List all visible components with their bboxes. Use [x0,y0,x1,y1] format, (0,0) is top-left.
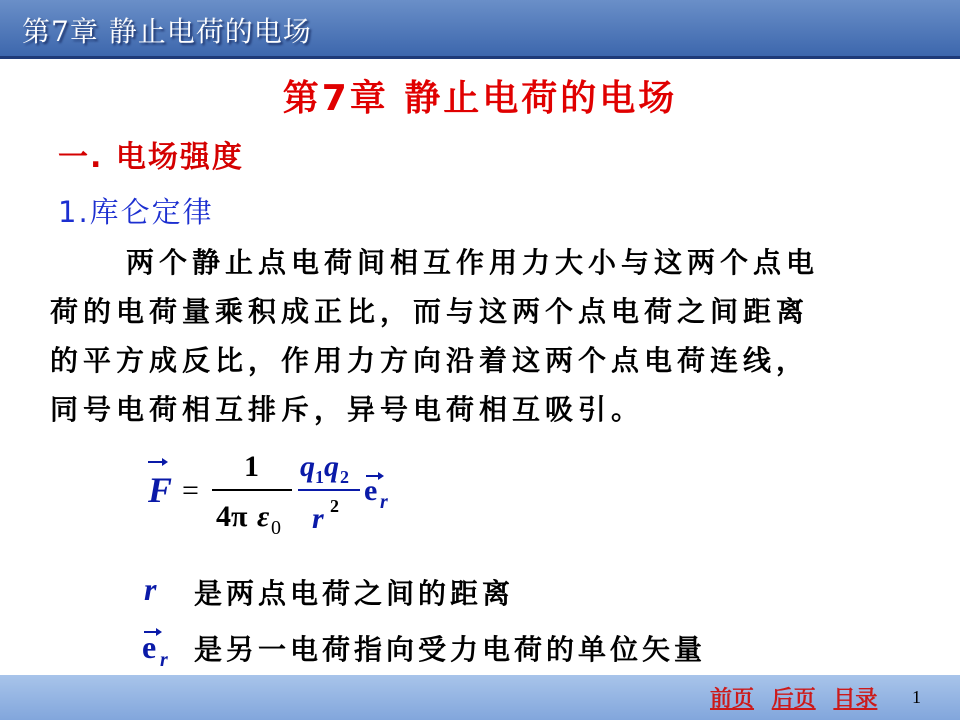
slide-title: 第7章 静止电荷的电场 [282,78,678,119]
q1-symbol: q [300,450,315,483]
footer-bar [0,675,960,720]
header-divider [0,56,960,59]
equals-sign: = [182,474,199,507]
unit-vector-subscript: r [380,491,388,513]
subsection-title: 1.库仑定律 [58,195,214,229]
paragraph-line: 荷的电荷量乘积成正比，而与这两个点电荷之间距离 [50,295,810,328]
footer-nav [710,682,887,713]
q2-subscript: 2 [340,467,349,487]
next-page-link[interactable]: 后页 [771,686,816,712]
paragraph-line: 两个静止点电荷间相互作用力大小与这两个点电 [126,246,820,279]
page-number: 1 [912,687,921,707]
definition-text: 是两点电荷之间的距离 [194,577,515,610]
fraction1-denominator: 4π [216,500,248,533]
epsilon-subscript: 0 [271,517,281,539]
svg-text:r: r [144,571,157,607]
header-title: 第7章 静止电荷的电场 [22,15,312,48]
epsilon-symbol: ε [257,500,270,533]
definition-text: 是另一电荷指向受力电荷的单位矢量 [194,633,707,666]
section-title: 一. 电场强度 [58,140,244,175]
q1-subscript: 1 [315,467,324,487]
svg-text:r: r [160,649,168,671]
svg-text:e: e [142,629,157,665]
r-denominator: r [312,502,324,535]
unit-vector-er-symbol [140,622,186,672]
coulomb-formula [140,440,410,540]
q2-symbol: q [324,450,339,483]
contents-link[interactable]: 目录 [833,686,878,712]
r-exponent: 2 [330,496,339,516]
prev-page-link[interactable]: 前页 [710,686,755,712]
unit-vector-symbol: e [364,474,378,507]
header-bar [0,0,960,56]
paragraph-line: 的平方成反比，作用力方向沿着这两个点电荷连线， [50,344,810,377]
paragraph-line: 同号电荷相互排斥，异号电荷相互吸引。 [50,393,645,426]
coulomb-law-paragraph [50,238,930,434]
force-symbol: F [148,470,173,510]
r-symbol [140,566,180,612]
fraction1-numerator: 1 [244,450,259,483]
